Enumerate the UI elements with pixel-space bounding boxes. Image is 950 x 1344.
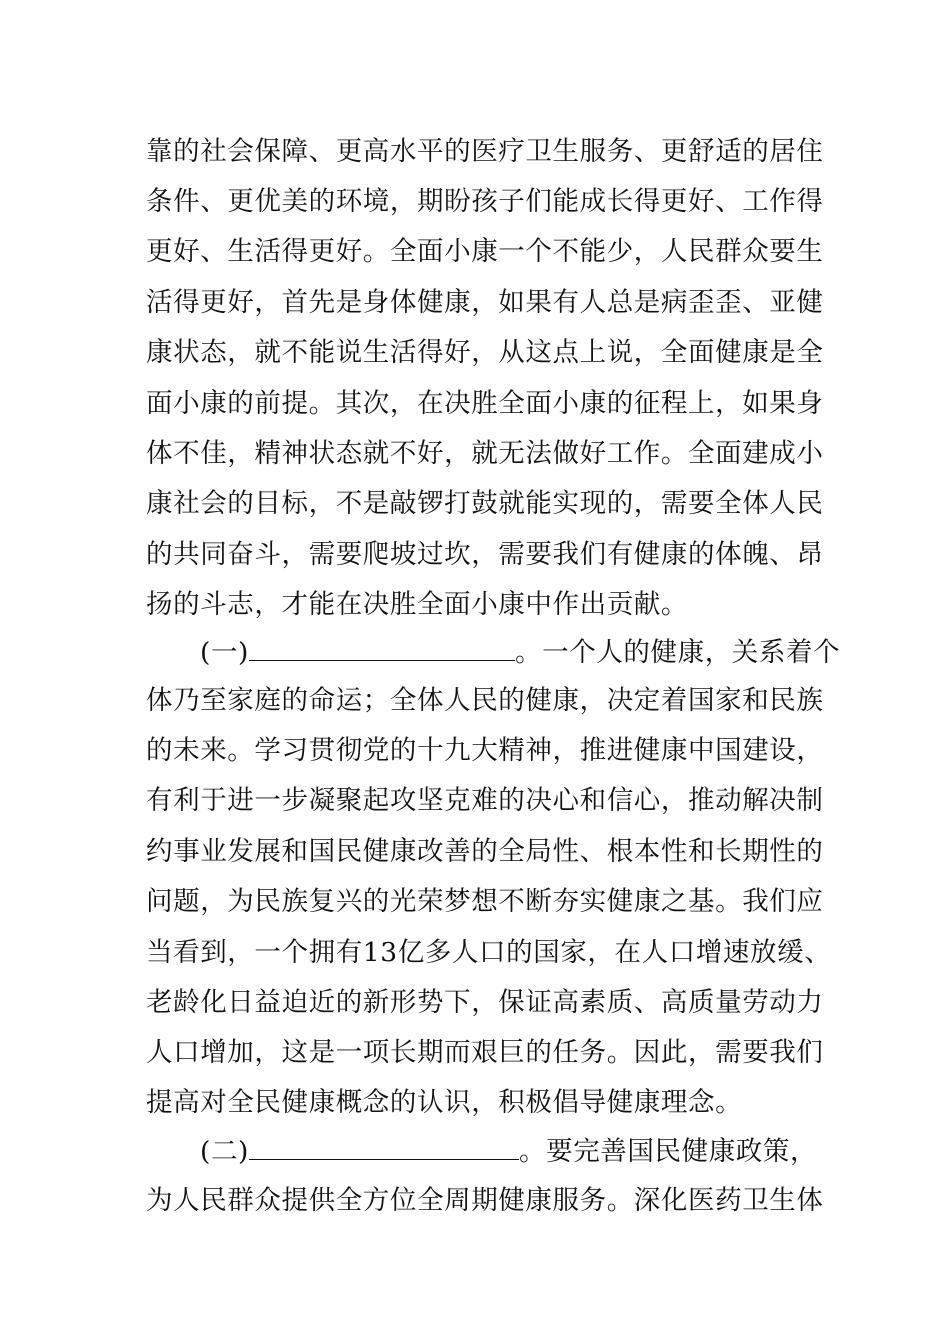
section-heading-line — [200, 634, 860, 670]
text-line: 有利于进一步凝聚起攻坚克难的决心和信心，推动解决制 — [146, 785, 824, 816]
section-lead-text: 要完善国民健康政策， — [546, 1136, 818, 1167]
section-marker: (二) — [200, 1136, 249, 1167]
text-line: 更好、生活得更好。全面小康一个不能少，人民群众要生 — [146, 236, 824, 267]
text-line: 老龄化日益迫近的新形势下，保证高素质、高质量劳动力 — [146, 987, 824, 1018]
blank-period: 。 — [518, 1136, 547, 1167]
fill-in-blank — [249, 1133, 519, 1160]
text-line: 康状态，就不能说生活得好，从这点上说，全面健康是全 — [146, 337, 824, 368]
text-line: 条件、更优美的环境，期盼孩子们能成长得更好、工作得 — [146, 186, 824, 217]
text-line: 问题，为民族复兴的光荣梦想不断夯实健康之基。我们应 — [146, 886, 824, 917]
text-line: 扬的斗志，才能在决胜全面小康中作出贡献。 — [146, 589, 688, 620]
section-marker: (一) — [200, 637, 249, 668]
text-line: 康社会的目标，不是敲锣打鼓就能实现的，需要全体人民 — [146, 488, 824, 519]
section-lead-text: 一个人的健康，关系着个 — [542, 637, 841, 668]
section-heading-line — [200, 1133, 860, 1169]
text-line: 提高对全民健康概念的认识，积极倡导健康理念。 — [146, 1087, 743, 1118]
text-line: 为人民群众提供全方位全周期健康服务。深化医药卫生体 — [146, 1185, 824, 1216]
text-line: 约事业发展和国民健康改善的全局性、根本性和长期性的 — [146, 836, 824, 867]
blank-period: 。 — [514, 637, 543, 668]
text-line: 靠的社会保障、更高水平的医疗卫生服务、更舒适的居住 — [146, 136, 824, 167]
text-line: 的未来。学习贯彻党的十九大精神，推进健康中国建设， — [146, 735, 824, 766]
text-line: 人口增加，这是一项长期而艰巨的任务。因此，需要我们 — [146, 1037, 824, 1068]
text-line: 体乃至家庭的命运；全体人民的健康，决定着国家和民族 — [146, 685, 824, 716]
fill-in-blank — [249, 634, 515, 661]
text-line: 的共同奋斗，需要爬坡过坎，需要我们有健康的体魄、昂 — [146, 539, 824, 570]
text-line: 体不佳，精神状态就不好，就无法做好工作。全面建成小 — [146, 438, 824, 469]
text-line: 面小康的前提。其次，在决胜全面小康的征程上，如果身 — [146, 388, 824, 419]
text-line: 活得更好，首先是身体健康，如果有人总是病歪歪、亚健 — [146, 287, 824, 318]
text-line: 当看到，一个拥有13亿多人口的国家，在人口增速放缓、 — [146, 937, 832, 968]
